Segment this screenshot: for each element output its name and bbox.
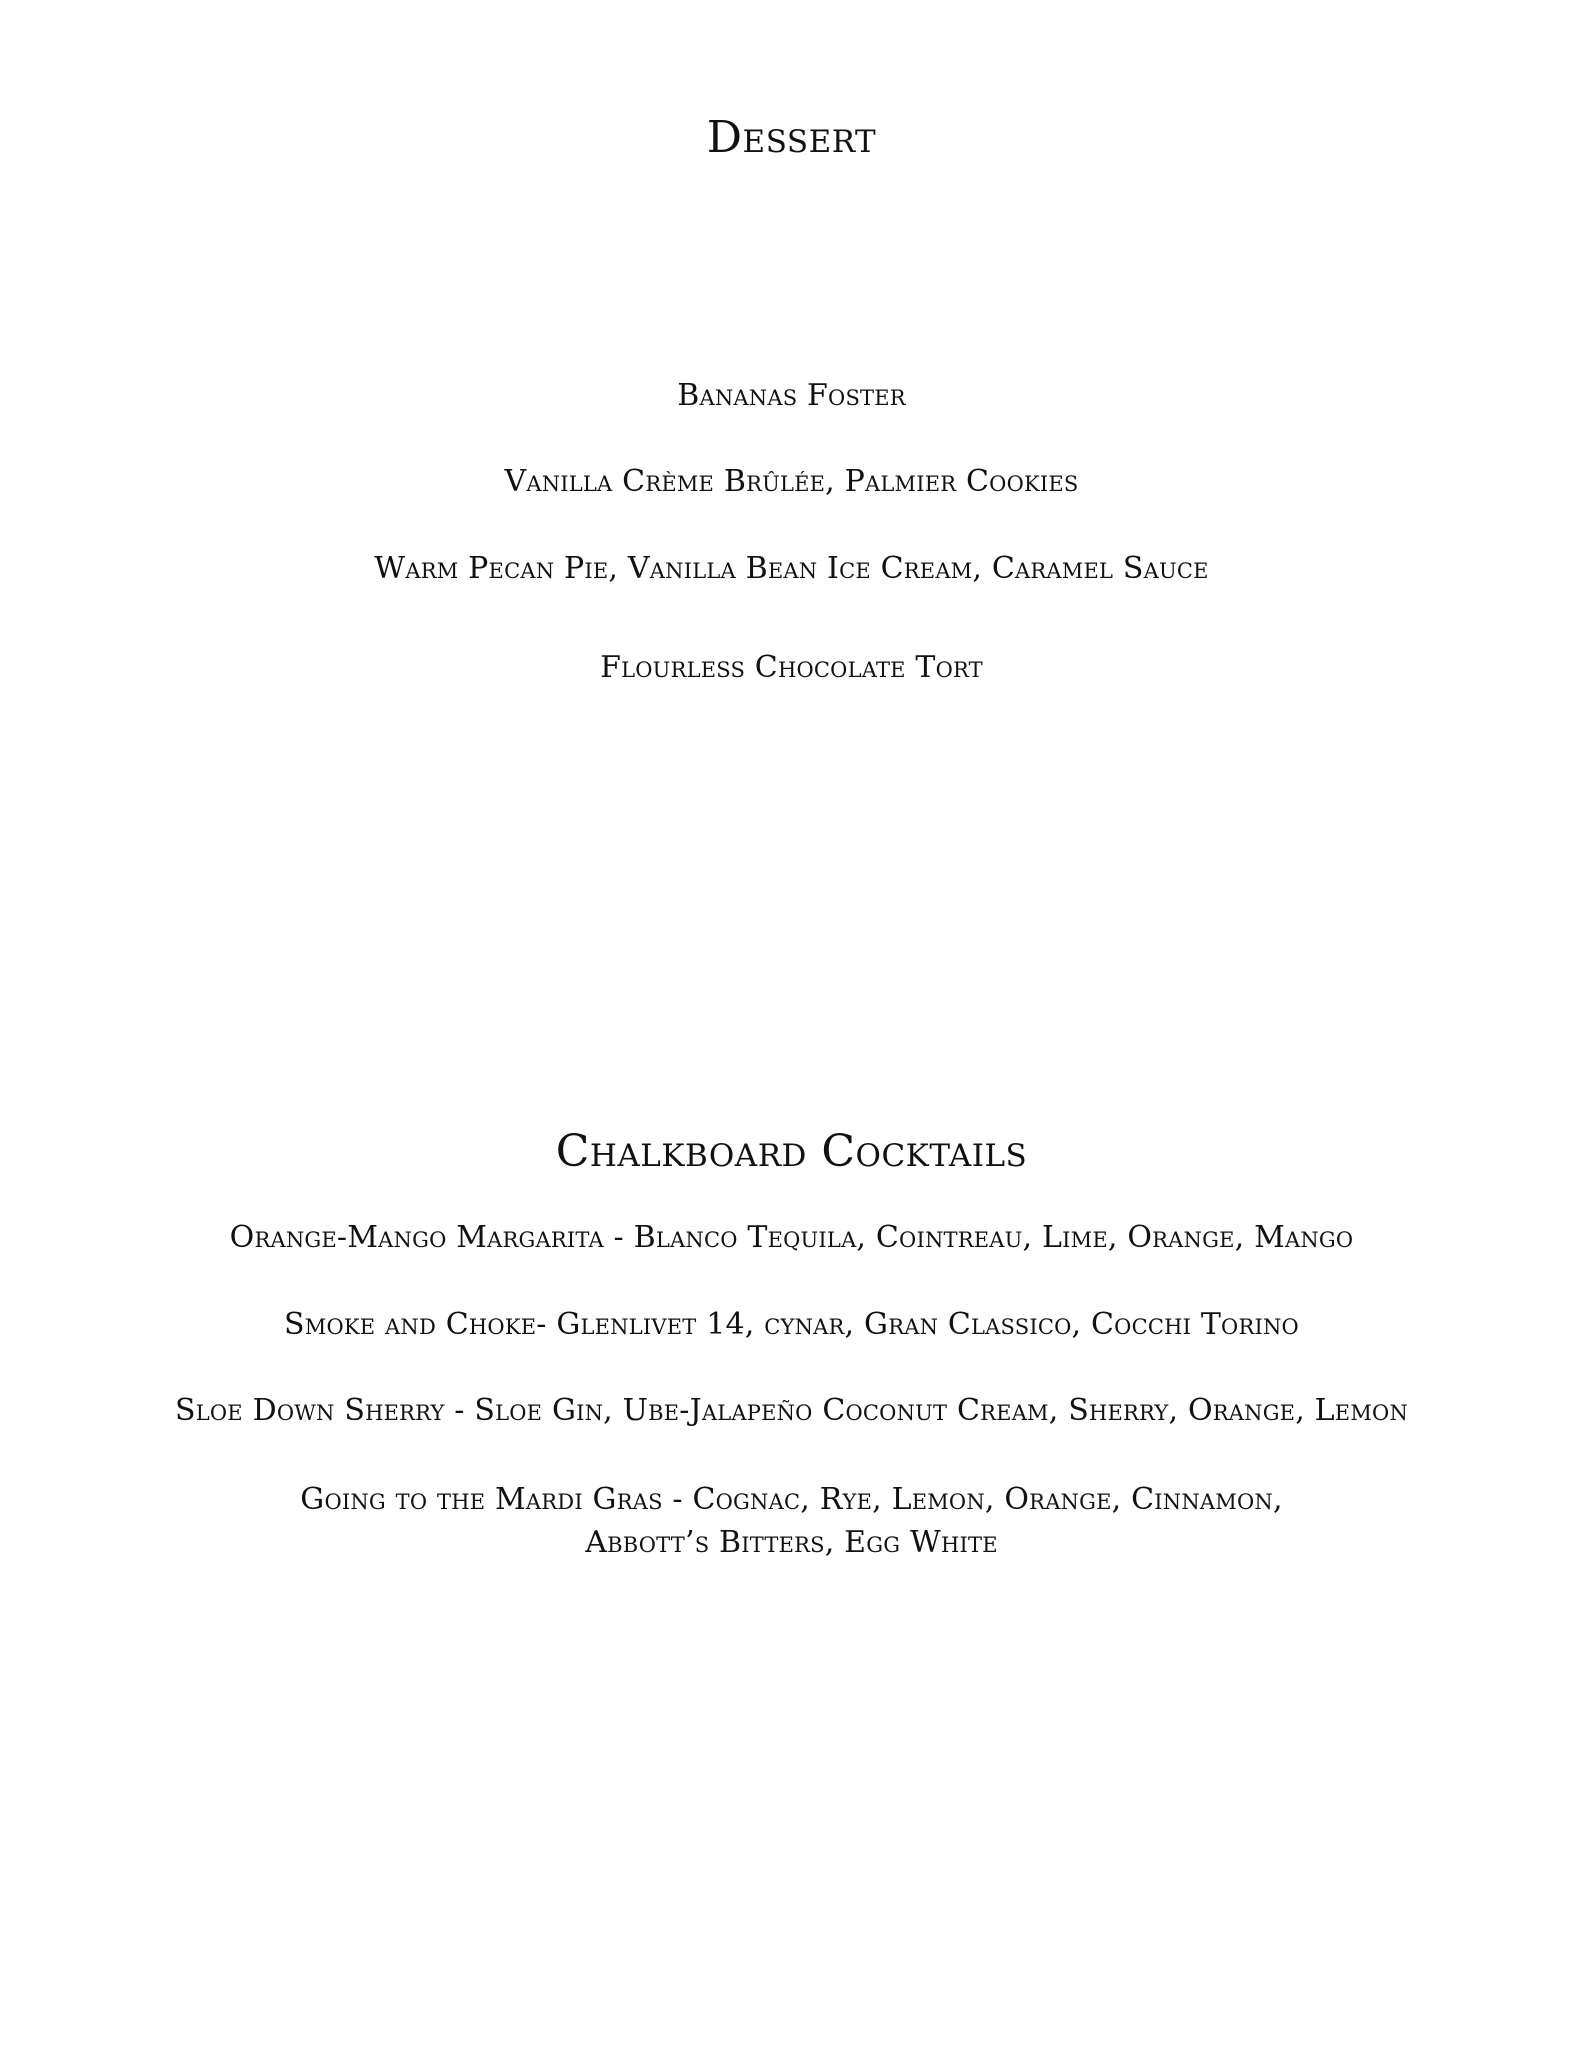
dessert-item: Bananas Foster xyxy=(677,378,906,413)
cocktail-item: Orange-Mango Margarita - Blanco Tequila, Cointreau, Lime, Orange, Mango xyxy=(229,1220,1354,1255)
cocktail-item: Sloe Down Sherry - Sloe Gin, Ube-Jalapeño Coconut Cream, Sherry, Orange, Lemon xyxy=(174,1393,1409,1428)
cocktail-item-line2: Abbott’s Bitters, Egg White xyxy=(585,1525,998,1560)
dessert-item: Warm Pecan Pie, Vanilla Bean Ice Cream, Caramel Sauce xyxy=(374,551,1209,586)
dessert-item: Flourless Chocolate Tort xyxy=(600,650,983,685)
dessert-item: Vanilla Crème Brûlée, Palmier Cookies xyxy=(504,464,1079,499)
cocktail-item: Smoke and Choke- Glenlivet 14, cynar, Gran Classico, Cocchi Torino xyxy=(284,1307,1299,1342)
cocktail-item-line1: Going to the Mardi Gras - Cognac, Rye, Lemon, Orange, Cinnamon, xyxy=(300,1482,1283,1517)
dessert-heading: Dessert xyxy=(706,112,877,163)
cocktails-heading: Chalkboard Cocktails xyxy=(555,1126,1028,1177)
